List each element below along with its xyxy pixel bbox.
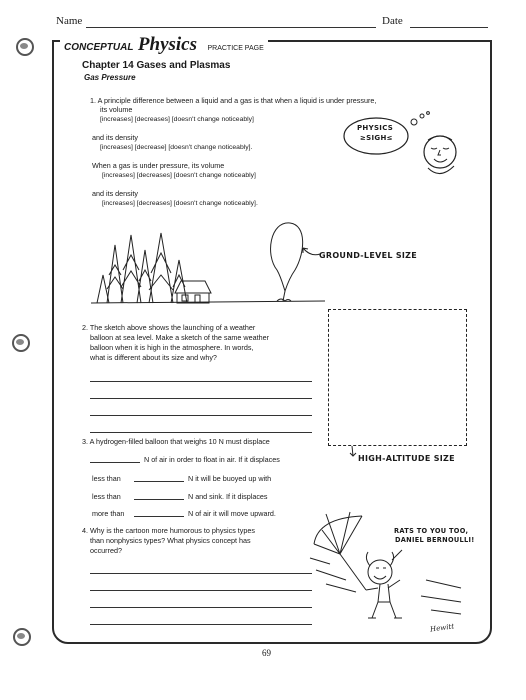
umbrella-caption-line1: RATS TO YOU TOO, [394,527,469,535]
q2-answer-line-1[interactable] [90,381,312,382]
q3-row-a-pre: less than [92,474,121,483]
q3-blank-4[interactable] [134,516,184,517]
tree-2 [121,235,141,303]
q1-line2: its volume [100,105,133,114]
q2-line2: balloon at sea level. Make a sketch of the same weather [90,333,269,342]
q3-row-b-pre: less than [92,492,121,501]
chapter-title: Chapter 14 Gases and Plasmas [82,60,231,71]
section-subtitle: Gas Pressure [84,73,136,82]
balloon-launch-sketch [85,215,330,310]
q3-row-a-post: N it will be buoyed up with [188,474,272,483]
name-label: Name [56,15,83,27]
q2-answer-line-2[interactable] [90,398,312,399]
binder-hole-middle [12,334,30,352]
bubble-line2: ≥SIGH≤ [360,134,393,142]
high-altitude-label: HIGH-ALTITUDE SIZE [358,454,455,463]
q4-answer-line-1[interactable] [90,573,312,574]
high-altitude-sketch-box[interactable] [328,309,467,446]
date-field[interactable] [410,27,488,28]
practice-page-label: PRACTICE PAGE [207,45,264,52]
date-label: Date [382,15,403,27]
q3-blank-1[interactable] [90,462,140,463]
q1-options-gas-density[interactable]: [increases] [decreases] [doesn't change noticeably]. [102,200,258,207]
q1-options-liquid-volume[interactable]: [increases] [decreases] [doesn't change noticeably] [100,116,254,123]
ground-level-label: GROUND-LEVEL SIZE [319,251,418,260]
q4-answer-line-3[interactable] [90,607,312,608]
tree-1 [107,245,123,303]
q3-blank-2[interactable] [134,481,184,482]
binder-hole-bottom [13,628,31,646]
q3-line1: 3. A hydrogen-filled balloon that weighs 10 N must displace [82,437,270,446]
tree-3 [149,233,173,303]
q1-density-label-2: and its density [92,189,138,198]
physics-sigh-cartoon [340,110,470,190]
brand-physics: Physics [137,34,198,55]
q3-blank-3[interactable] [134,499,184,500]
q3-row-b-post: N and sink. If it displaces [188,492,268,501]
q3-row-c-post: N of air it will move upward. [188,509,276,518]
umbrella-caption-line2: DANIEL BERNOULLI! [395,536,475,544]
q2-answer-line-4[interactable] [90,432,312,433]
q2-answer-line-3[interactable] [90,415,312,416]
q3-line2: N of air in order to float in air. If it displaces [144,455,280,464]
q2-line3: balloon when it is high in the atmosphere. In words, [90,343,254,352]
q1-options-liquid-density[interactable]: [increases] [decrease] [doesn't change noticeably]. [100,144,253,151]
q1-options-gas-volume[interactable]: [increases] [decreases] [doesn't change noticeably] [102,172,256,179]
brand-banner [60,34,268,54]
q4-answer-line-4[interactable] [90,624,312,625]
name-field[interactable] [86,27,376,28]
q4-line3: occurred? [90,546,122,555]
q1-density-label: and its density [92,133,138,142]
bubble-line1: PHYSICS [357,124,394,132]
q2-line4: what is different about its size and why? [90,353,217,362]
page-number: 69 [262,648,271,658]
q4-line1: 4. Why is the cartoon more humorous to physics types [82,526,255,535]
binder-hole-top [16,38,34,56]
q2-line1: 2. The sketch above shows the launching of a weather [82,323,256,332]
brand-conceptual: CONCEPTUAL [64,42,134,53]
q3-row-c-pre: more than [92,509,125,518]
q1-gas-line: When a gas is under pressure, its volume [92,161,225,170]
q1-line1: 1. A principle difference between a liquid and a gas is that when a liquid is under pressure, [90,96,377,105]
q4-line2: than nonphysics types? What physics concept has [90,536,251,545]
q4-answer-line-2[interactable] [90,590,312,591]
artist-signature: Hewitt [429,622,455,634]
